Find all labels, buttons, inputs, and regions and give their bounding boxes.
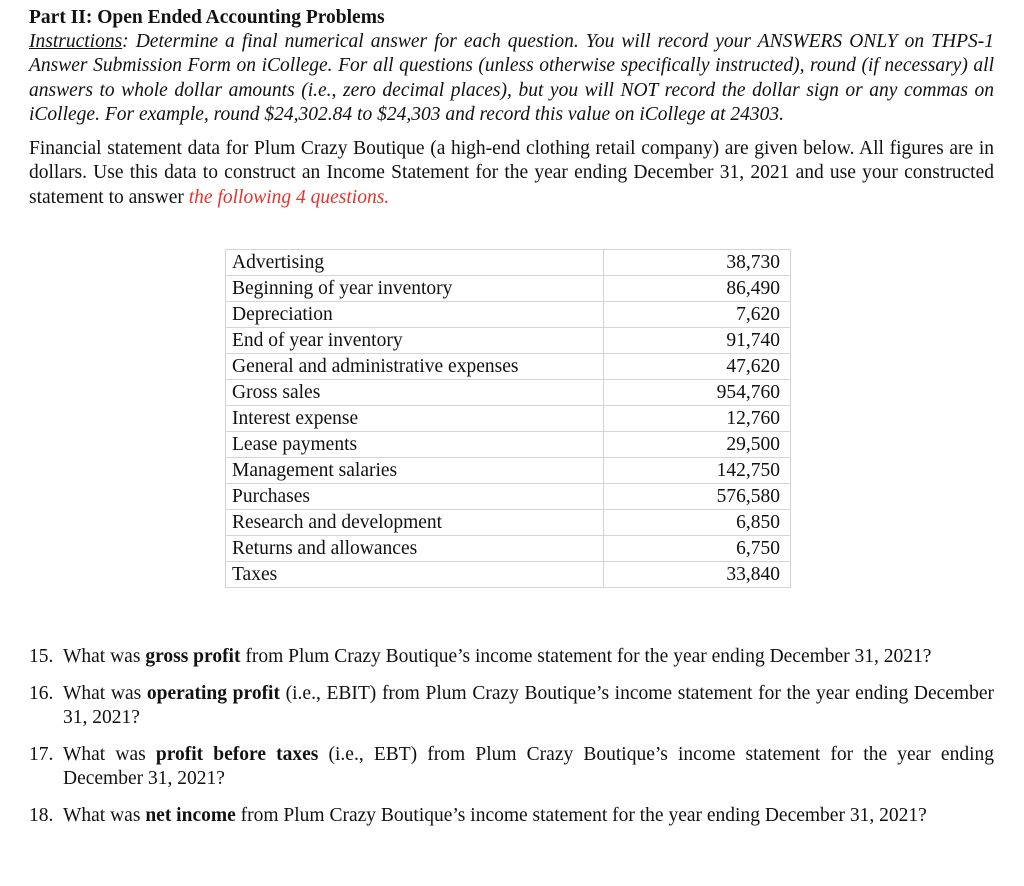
- question-number: 18.: [29, 804, 54, 826]
- section-heading: Part II: Open Ended Accounting Problems: [29, 7, 385, 28]
- question-text: [63, 682, 994, 731]
- table-row: [226, 484, 791, 510]
- row-label: Management salaries: [226, 458, 604, 484]
- row-value: 86,490: [604, 276, 791, 302]
- row-value: 6,750: [604, 536, 791, 562]
- row-label: Purchases: [226, 484, 604, 510]
- question-pre: What was: [63, 804, 146, 826]
- instructions-text: : Determine a final numerical answer for each question. You will record your ANSWERS ONLY on THPS-1 Answer Submission Form on iCollege. For all questions (unless otherwise specifically instructed), round (if necessary) all answers to whole dollar amounts (i.e., zero decimal places), but you will NOT record the dollar sign or any commas on iCollege. For example, round $24,302.84 to $24,303 and record this value on iCollege at 24303.: [29, 31, 994, 125]
- intro-paragraph: [29, 137, 994, 210]
- question-post: (i.e., EBIT) from Plum Crazy Boutique’s income statement for the year ending December 31, 2021?: [63, 682, 995, 728]
- row-label: Research and development: [226, 510, 604, 536]
- row-label: General and administrative expenses: [226, 354, 604, 380]
- row-label: Depreciation: [226, 302, 604, 328]
- question-key-term: operating profit: [146, 682, 280, 704]
- intro-highlight: the following 4 questions: [188, 186, 385, 208]
- table-row: [226, 536, 791, 562]
- table-row: [226, 432, 791, 458]
- question-item: [29, 682, 994, 731]
- row-value: 38,730: [604, 250, 791, 276]
- table-row: [226, 406, 791, 432]
- row-value: 91,740: [604, 328, 791, 354]
- document-page: [29, 6, 994, 210]
- row-label: Gross sales: [226, 380, 604, 406]
- question-number: 17.: [29, 743, 54, 765]
- row-value: 6,850: [604, 510, 791, 536]
- row-value: 47,620: [604, 354, 791, 380]
- row-value: 12,760: [604, 406, 791, 432]
- row-value: 142,750: [604, 458, 791, 484]
- table-row: [226, 276, 791, 302]
- table-row: [226, 250, 791, 276]
- question-key-term: profit before taxes: [155, 743, 319, 765]
- question-text: [63, 804, 994, 829]
- question-post: from Plum Crazy Boutique’s income statement for the year ending December 31, 2021?: [235, 804, 927, 826]
- row-label: Advertising: [226, 250, 604, 276]
- question-key-term: net income: [145, 804, 236, 826]
- question-pre: What was: [63, 646, 146, 667]
- row-label: Taxes: [226, 562, 604, 588]
- row-value: 576,580: [604, 484, 791, 510]
- question-list: [29, 645, 994, 840]
- row-value: 29,500: [604, 432, 791, 458]
- question-number: 16.: [29, 682, 54, 704]
- intro-end: .: [384, 186, 390, 208]
- question-item: [29, 804, 994, 829]
- question-text: [63, 645, 994, 670]
- intro-text: Financial statement data for Plum Crazy Boutique (a high-end clothing retail company) are given below. All figures are in dollars. Use this data to construct an Income Statement for the year ending December 31, 2021 and use your constructed statement to answer: [29, 138, 994, 208]
- row-value: 7,620: [604, 302, 791, 328]
- instructions-lead: Instructions: [29, 31, 123, 52]
- instructions-paragraph: [29, 30, 994, 127]
- question-pre: What was: [63, 682, 147, 704]
- table-row: [226, 380, 791, 406]
- table-row: [226, 302, 791, 328]
- question-item: [29, 645, 994, 670]
- table-row: [226, 510, 791, 536]
- question-post: (i.e., EBT) from Plum Crazy Boutique’s income statement for the year ending December 31, 2021?: [63, 743, 994, 789]
- row-value: 954,760: [604, 380, 791, 406]
- table-row: [226, 458, 791, 484]
- row-label: Beginning of year inventory: [226, 276, 604, 302]
- row-label: End of year inventory: [226, 328, 604, 354]
- table-row: [226, 354, 791, 380]
- financial-data-table: [225, 249, 791, 588]
- row-label: Interest expense: [226, 406, 604, 432]
- question-text: [63, 743, 994, 792]
- table-row: [226, 562, 791, 588]
- question-item: [29, 743, 994, 792]
- table-row: [226, 328, 791, 354]
- question-key-term: gross profit: [145, 646, 241, 667]
- row-label: Lease payments: [226, 432, 604, 458]
- row-value: 33,840: [604, 562, 791, 588]
- question-post: from Plum Crazy Boutique’s income statement for the year ending December 31, 2021?: [240, 646, 932, 667]
- question-pre: What was: [63, 743, 156, 765]
- question-number: 15.: [29, 646, 54, 667]
- row-label: Returns and allowances: [226, 536, 604, 562]
